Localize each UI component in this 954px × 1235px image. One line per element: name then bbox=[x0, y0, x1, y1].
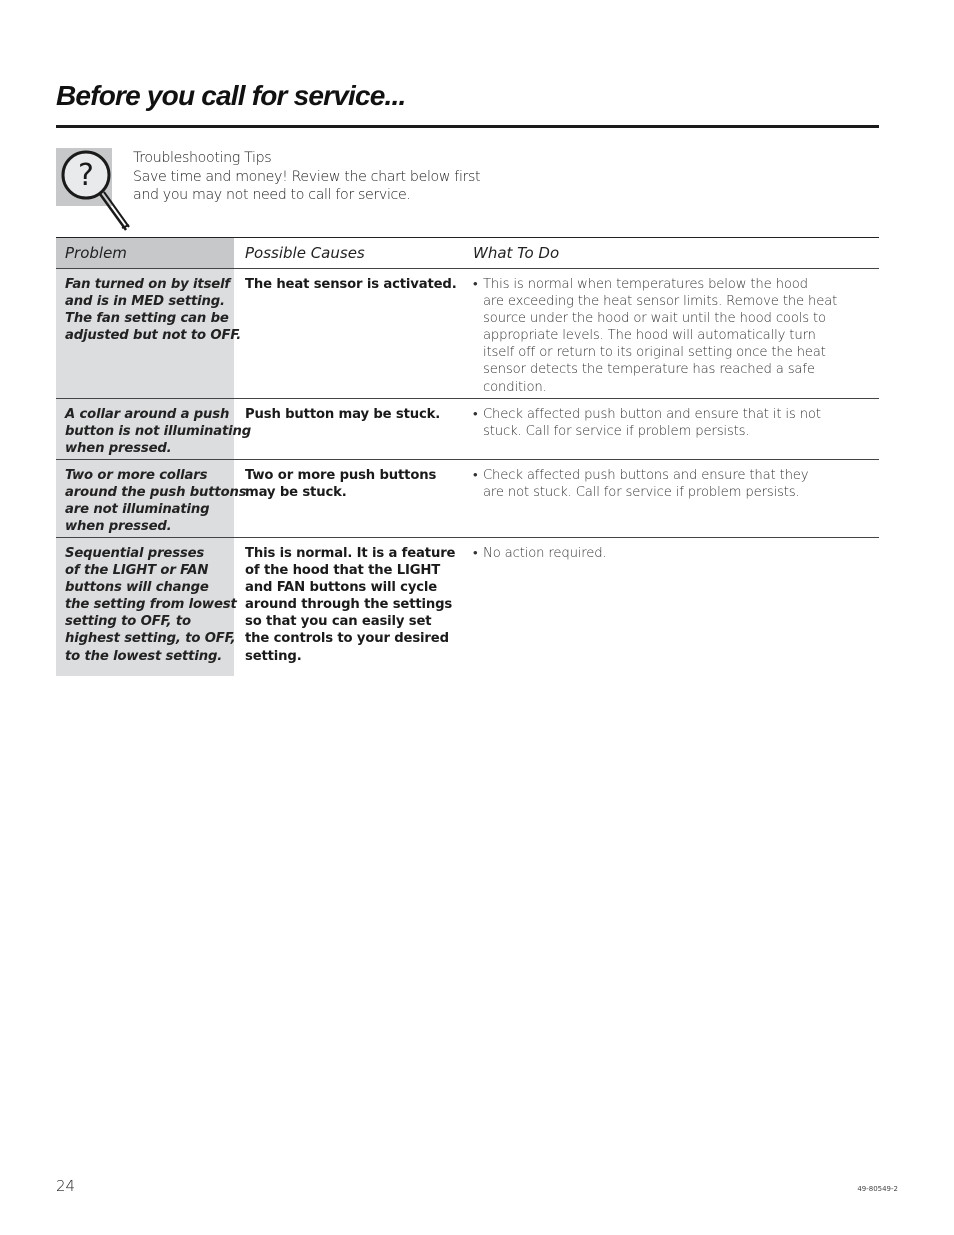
problem-line: when pressed. bbox=[65, 441, 172, 457]
problem-line: highest setting, to OFF, bbox=[65, 631, 236, 647]
problem-line: The fan setting can be bbox=[65, 311, 229, 327]
todo-bullet-item bbox=[473, 467, 878, 501]
problem-cell bbox=[56, 460, 247, 538]
cause-cell bbox=[234, 538, 463, 676]
question-magnifier-icon bbox=[56, 148, 136, 232]
problem-line: are not illuminating bbox=[65, 502, 210, 518]
todo-bullet-item bbox=[473, 406, 878, 440]
todo-bullet-item bbox=[473, 545, 878, 562]
header-what-to-do: What To Do bbox=[473, 244, 560, 262]
troubleshooting-table bbox=[56, 237, 879, 676]
todo-line: itself off or return to its original setting once the heat bbox=[483, 345, 826, 361]
todo-cell bbox=[463, 538, 879, 676]
table-row bbox=[56, 460, 879, 538]
problem-line: setting to OFF, to bbox=[65, 614, 191, 630]
cause-cell bbox=[234, 460, 463, 538]
table-row bbox=[56, 399, 879, 460]
problem-line: adjusted but not to OFF. bbox=[65, 328, 242, 344]
todo-line: sensor detects the temperature has reached a safe bbox=[483, 362, 815, 378]
todo-bullet-item bbox=[473, 276, 878, 396]
todo-line: source under the hood or wait until the hood cools to bbox=[483, 311, 826, 327]
tips-heading: Troubleshooting Tips bbox=[133, 150, 272, 166]
bullet: • bbox=[473, 407, 478, 422]
problem-line: Two or more collars bbox=[65, 468, 208, 483]
problem-line: Sequential presses bbox=[65, 546, 205, 561]
problem-line: when pressed. bbox=[65, 519, 172, 535]
todo-cell bbox=[463, 269, 879, 399]
cause-cell bbox=[234, 399, 463, 460]
todo-cell bbox=[463, 399, 879, 460]
todo-cell bbox=[463, 460, 879, 538]
todo-line: This is normal when temperatures below the hood bbox=[483, 277, 808, 292]
problem-line: Fan turned on by itself bbox=[65, 277, 231, 292]
troubleshooting-tips bbox=[133, 149, 513, 205]
todo-line: No action required. bbox=[483, 546, 607, 561]
problem-line: button is not illuminating bbox=[65, 424, 252, 440]
todo-line: appropriate levels. The hood will automatically turn bbox=[483, 328, 816, 344]
problem-line: of the LIGHT or FAN bbox=[65, 563, 209, 579]
problem-cell bbox=[56, 538, 237, 676]
problem-cell bbox=[56, 399, 252, 460]
header-problem: Problem bbox=[56, 238, 234, 269]
todo-line: Check affected push button and ensure that it is not bbox=[483, 407, 821, 422]
table-row bbox=[56, 538, 879, 676]
bullet: • bbox=[473, 468, 478, 483]
tips-line: and you may not need to call for service. bbox=[133, 187, 411, 203]
todo-line: are not stuck. Call for service if problem persists. bbox=[483, 485, 800, 501]
todo-line: are exceeding the heat sensor limits. Remove the heat bbox=[483, 294, 838, 310]
cause-line: so that you can easily set bbox=[245, 614, 432, 630]
bullet: • bbox=[473, 546, 478, 561]
page-title: Before you call for service... bbox=[56, 80, 406, 111]
problem-line: buttons will change bbox=[65, 580, 209, 596]
cause-line: the controls to your desired bbox=[245, 631, 449, 647]
cause-line: Push button may be stuck. bbox=[245, 407, 441, 422]
title-divider bbox=[56, 125, 879, 128]
cause-line: The heat sensor is activated. bbox=[245, 277, 457, 292]
header-possible-causes: Possible Causes bbox=[245, 244, 365, 262]
problem-line: and is in MED setting. bbox=[65, 294, 225, 310]
todo-line: Check affected push buttons and ensure that they bbox=[483, 468, 809, 483]
svg-text:?: ? bbox=[78, 158, 94, 193]
table-header-row bbox=[56, 238, 879, 269]
problem-line: to the lowest setting. bbox=[65, 648, 223, 664]
tips-line: Save time and money! Review the chart below first bbox=[133, 168, 481, 185]
cause-line: around through the settings bbox=[245, 597, 453, 613]
cause-line: may be stuck. bbox=[245, 485, 347, 501]
problem-cell bbox=[56, 269, 242, 399]
document-number: 49-80549-2 bbox=[857, 1185, 898, 1193]
cause-line: setting. bbox=[245, 648, 302, 664]
cause-cell bbox=[234, 269, 463, 399]
page-number: 24 bbox=[56, 1177, 76, 1195]
cause-line: This is normal. It is a feature bbox=[245, 546, 456, 561]
problem-line: the setting from lowest bbox=[65, 597, 237, 613]
problem-line: around the push buttons bbox=[65, 485, 247, 501]
bullet: • bbox=[473, 277, 478, 292]
cause-line: of the hood that the LIGHT bbox=[245, 563, 441, 579]
problem-line: A collar around a push bbox=[65, 407, 230, 422]
cause-line: and FAN buttons will cycle bbox=[245, 580, 438, 596]
todo-line: condition. bbox=[483, 379, 547, 395]
todo-line: stuck. Call for service if problem persists. bbox=[483, 424, 750, 440]
cause-line: Two or more push buttons bbox=[245, 468, 437, 483]
table-row bbox=[56, 269, 879, 399]
